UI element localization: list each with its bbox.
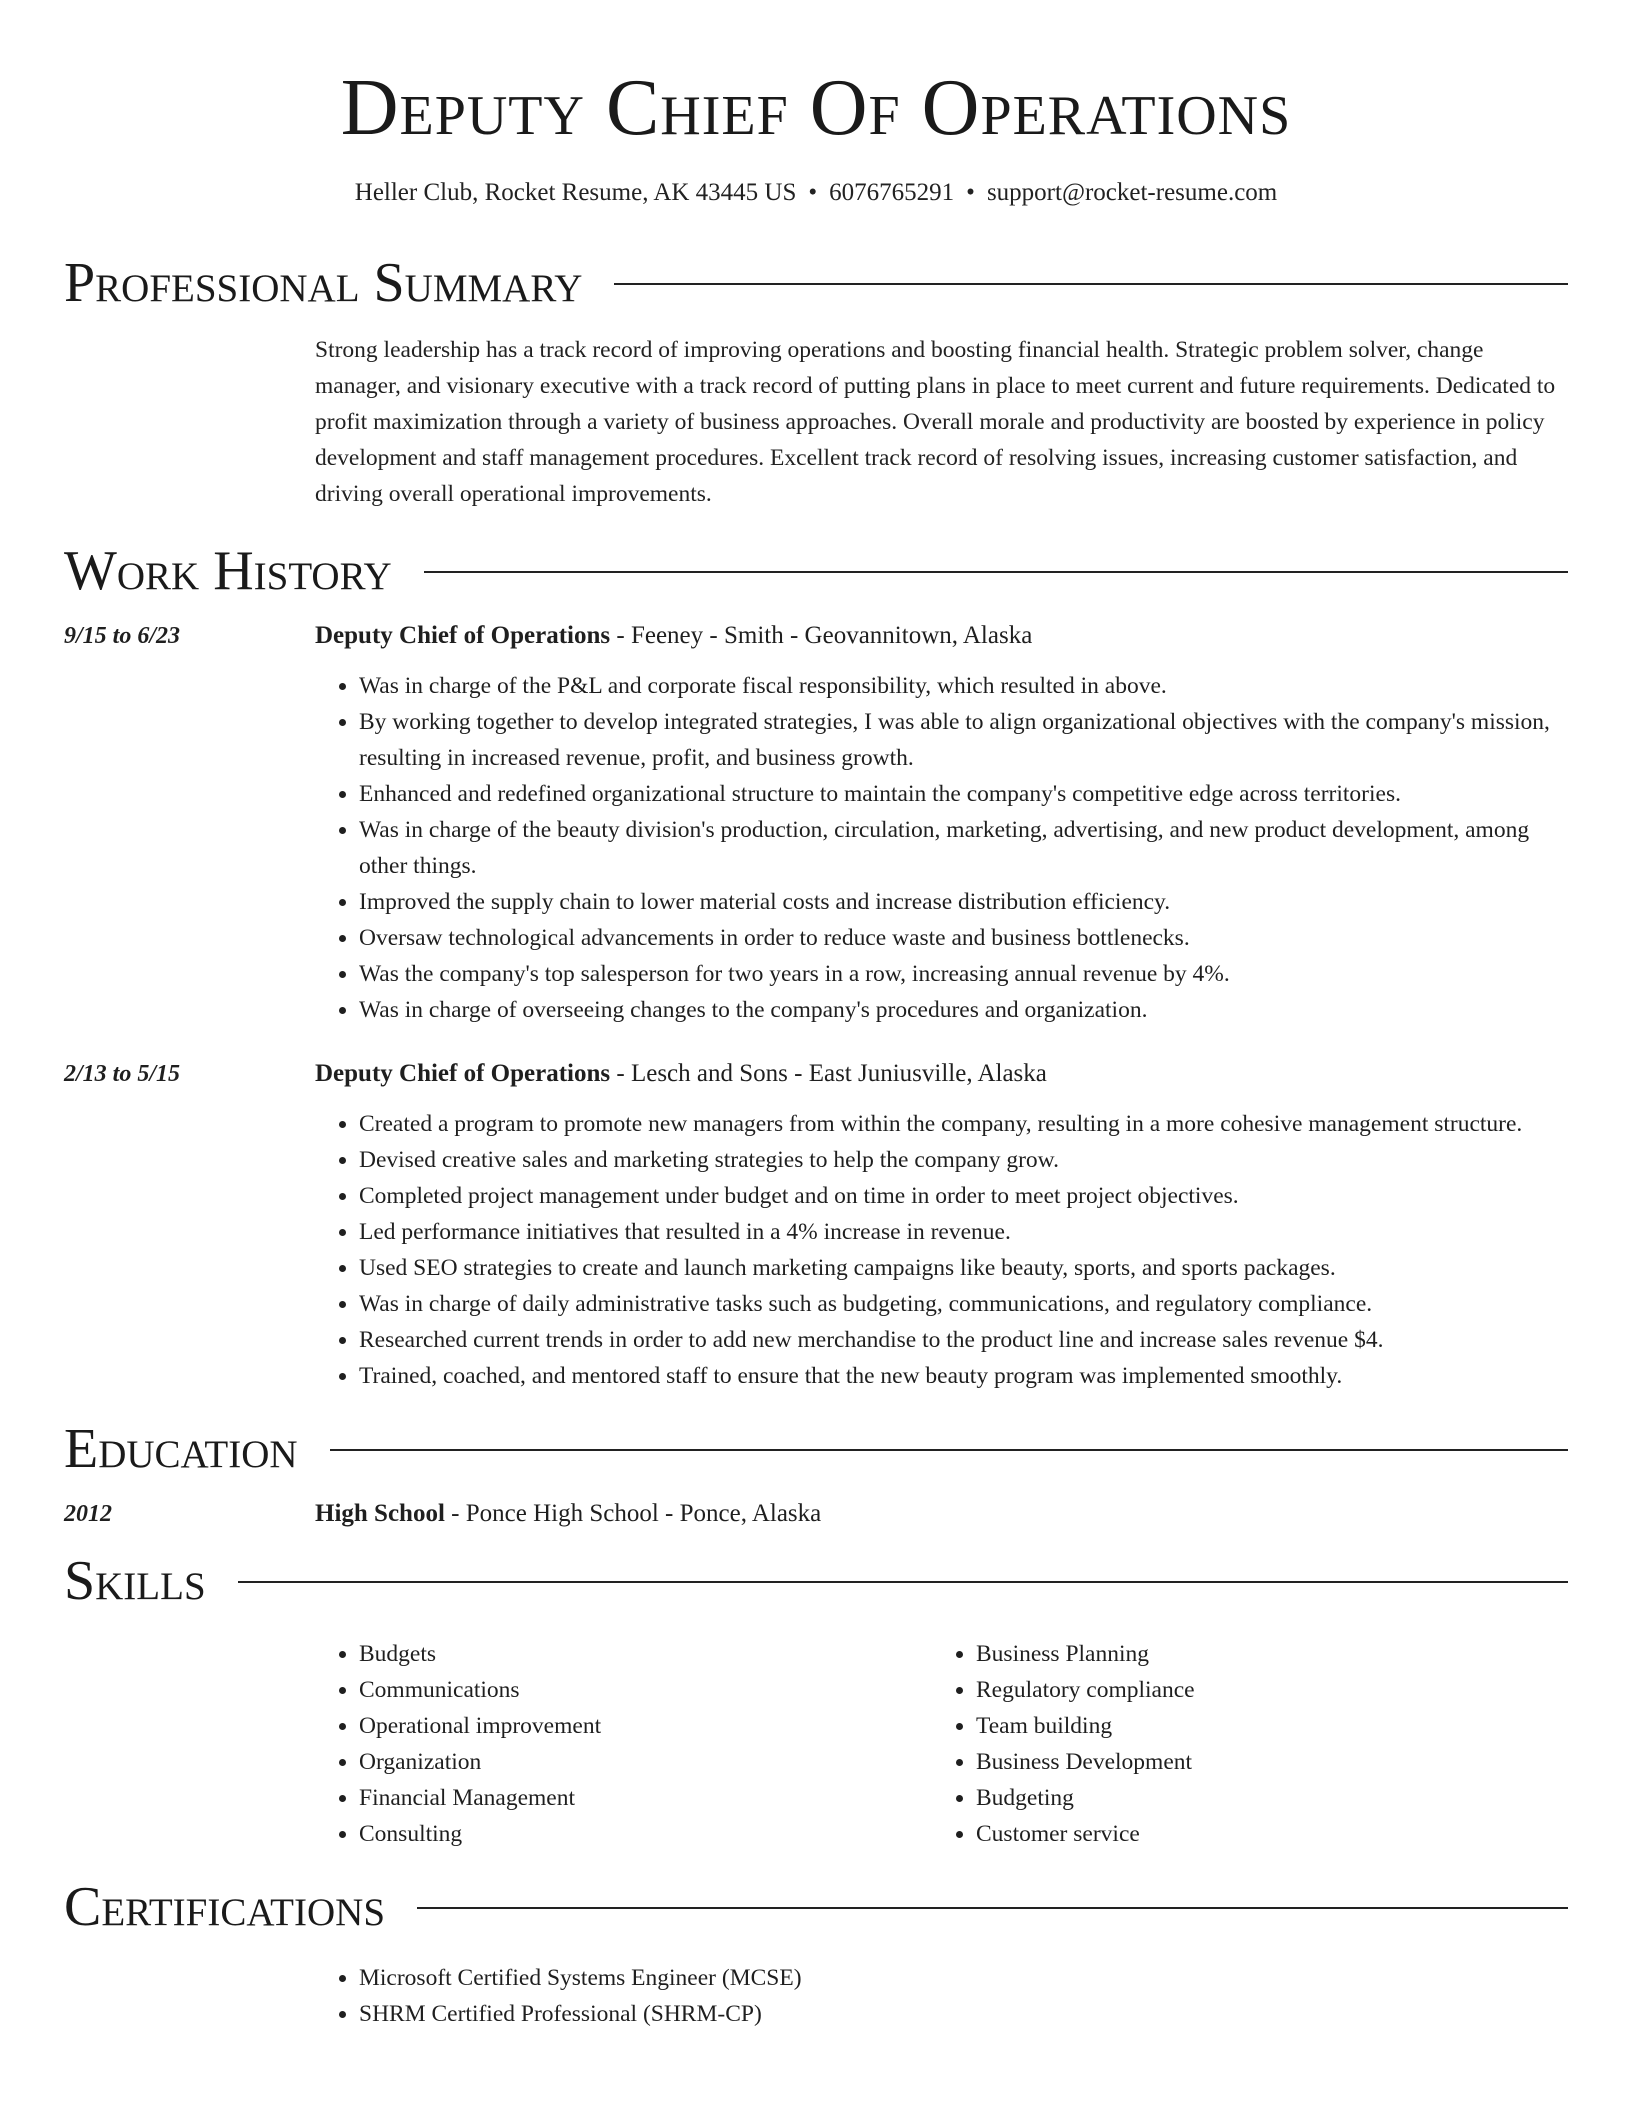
skill-item: • Team building xyxy=(976,1708,1549,1744)
education-details: - Ponce High School - Ponce, Alaska xyxy=(444,1500,822,1527)
job-bullet: • Completed project management under budget and on time in order to meet project objectives. xyxy=(359,1178,1568,1214)
certifications-heading: Certifications xyxy=(64,1876,386,1938)
education-heading-line xyxy=(315,1496,1568,1532)
contact-separator: • xyxy=(808,179,818,206)
education-degree: High School xyxy=(315,1500,445,1527)
job-details: - Lesch and Sons - East Juniusville, Alaska xyxy=(610,1060,1047,1087)
section-divider xyxy=(424,571,1568,573)
contact-separator: • xyxy=(966,179,975,206)
certifications-items xyxy=(315,1960,1568,2032)
contact-email: support@rocket-resume.com xyxy=(986,179,1278,206)
job-bullet: • Was in charge of the P&L and corporate fiscal responsibility, which resulted in above. xyxy=(359,668,1568,704)
job-bullet: • Was in charge of the beauty division's production, circulation, marketing, advertising, and new product development, among other things. xyxy=(359,812,1568,884)
section-divider xyxy=(238,1581,1568,1583)
skill-item: • Financial Management xyxy=(359,1780,932,1816)
job-bullet: • Devised creative sales and marketing strategies to help the company grow. xyxy=(359,1142,1568,1178)
job-bullets xyxy=(315,668,1568,1028)
skill-item: • Consulting xyxy=(359,1816,932,1852)
skill-item: • Business Development xyxy=(976,1744,1549,1780)
work-heading: Work History xyxy=(64,540,392,602)
skill-item: • Regulatory compliance xyxy=(976,1672,1549,1708)
job-dates: 9/15 to 6/23 xyxy=(64,623,181,649)
contact-address: Heller Club, Rocket Resume, AK 43445 US xyxy=(354,179,797,206)
skill-item: • Budgets xyxy=(359,1636,932,1672)
section-divider xyxy=(330,1449,1568,1451)
contact-line xyxy=(64,178,1568,208)
section-header xyxy=(64,1414,1568,1484)
job-heading xyxy=(315,1056,1568,1092)
skill-item: • Budgeting xyxy=(976,1780,1549,1816)
summary-text: Strong leadership has a track record of improving operations and boosting financial health. Strategic problem solver, change manager, and visionary executive with a track record of putting plans in place to meet current and future requirements. Dedicated to profit maximization through a variety of business approaches. Overall morale and productivity are boosted by experience in policy development and staff management procedures. Excellent track record of resolving issues, increasing customer satisfaction, and driving overall operational improvements. xyxy=(315,337,1556,507)
job-bullet: • Oversaw technological advancements in order to reduce waste and business bottlenecks. xyxy=(359,920,1568,956)
skill-item: • Organization xyxy=(359,1744,932,1780)
job-bullet: • Enhanced and redefined organizational structure to maintain the company's competitive edge across territories. xyxy=(359,776,1568,812)
contact-phone: 6076765291 xyxy=(829,179,955,206)
certification-item: • Microsoft Certified Systems Engineer (MCSE) xyxy=(359,1960,1568,1996)
education-body xyxy=(315,1496,1568,1532)
job-bullet: • Was in charge of overseeing changes to the company's procedures and organization. xyxy=(359,992,1568,1028)
job-details: - Feeney - Smith - Geovannitown, Alaska xyxy=(610,622,1033,649)
job-entry xyxy=(64,1056,1568,1394)
work-section xyxy=(64,536,1568,1394)
skills-column-left xyxy=(315,1636,932,1852)
summary-section xyxy=(64,248,1568,512)
job-bullet: • Led performance initiatives that resulted in a 4% increase in revenue. xyxy=(359,1214,1568,1250)
job-bullet: • By working together to develop integrated strategies, I was able to align organizational objectives with the company's mission, resulting in increased revenue, profit, and business growth. xyxy=(359,704,1568,776)
job-bullet: • Used SEO strategies to create and launch marketing campaigns like beauty, sports, and sports packages. xyxy=(359,1250,1568,1286)
job-title: Deputy Chief of Operations xyxy=(315,1060,611,1087)
education-heading: Education xyxy=(64,1418,298,1480)
job-dates: 2/13 to 5/15 xyxy=(64,1061,181,1087)
job-heading xyxy=(315,618,1568,654)
job-bullet: • Researched current trends in order to add new merchandise to the product line and increase sales revenue $4. xyxy=(359,1322,1568,1358)
skill-item: • Communications xyxy=(359,1672,932,1708)
job-bullet: • Improved the supply chain to lower material costs and increase distribution efficiency. xyxy=(359,884,1568,920)
section-header xyxy=(64,536,1568,606)
job-bullet: • Created a program to promote new managers from within the company, resulting in a more cohesive management structure. xyxy=(359,1106,1568,1142)
section-divider xyxy=(417,1907,1568,1909)
section-header xyxy=(64,1546,1568,1616)
job-bullet: • Was the company's top salesperson for two years in a row, increasing annual revenue by 4%. xyxy=(359,956,1568,992)
certifications-section xyxy=(64,1872,1568,2032)
skills-section xyxy=(64,1546,1568,1852)
job-bullet: • Was in charge of daily administrative tasks such as budgeting, communications, and regulatory compliance. xyxy=(359,1286,1568,1322)
job-title: Deputy Chief of Operations xyxy=(315,622,611,649)
education-section xyxy=(64,1414,1568,1532)
skill-item: • Customer service xyxy=(976,1816,1549,1852)
section-header xyxy=(64,248,1568,318)
education-entry xyxy=(64,1496,1568,1532)
resume-name: Deputy Chief Of Operations xyxy=(340,64,1292,152)
skills-column-right xyxy=(932,1636,1549,1852)
skill-item: • Business Planning xyxy=(976,1636,1549,1672)
skills-heading: Skills xyxy=(64,1550,206,1612)
summary-heading: Professional Summary xyxy=(64,252,583,314)
job-entry xyxy=(64,618,1568,1028)
job-bullet: • Trained, coached, and mentored staff to ensure that the new beauty program was implemented smoothly. xyxy=(359,1358,1568,1394)
section-divider xyxy=(614,283,1568,285)
job-body xyxy=(315,618,1568,1028)
job-bullets xyxy=(315,1106,1568,1394)
job-body xyxy=(315,1056,1568,1394)
section-header xyxy=(64,1872,1568,1942)
skills-columns xyxy=(315,1636,1568,1852)
certifications-list xyxy=(315,1960,1568,2032)
education-year: 2012 xyxy=(64,1501,112,1527)
certification-item: • SHRM Certified Professional (SHRM-CP) xyxy=(359,1996,1568,2032)
skill-item: • Operational improvement xyxy=(359,1708,932,1744)
